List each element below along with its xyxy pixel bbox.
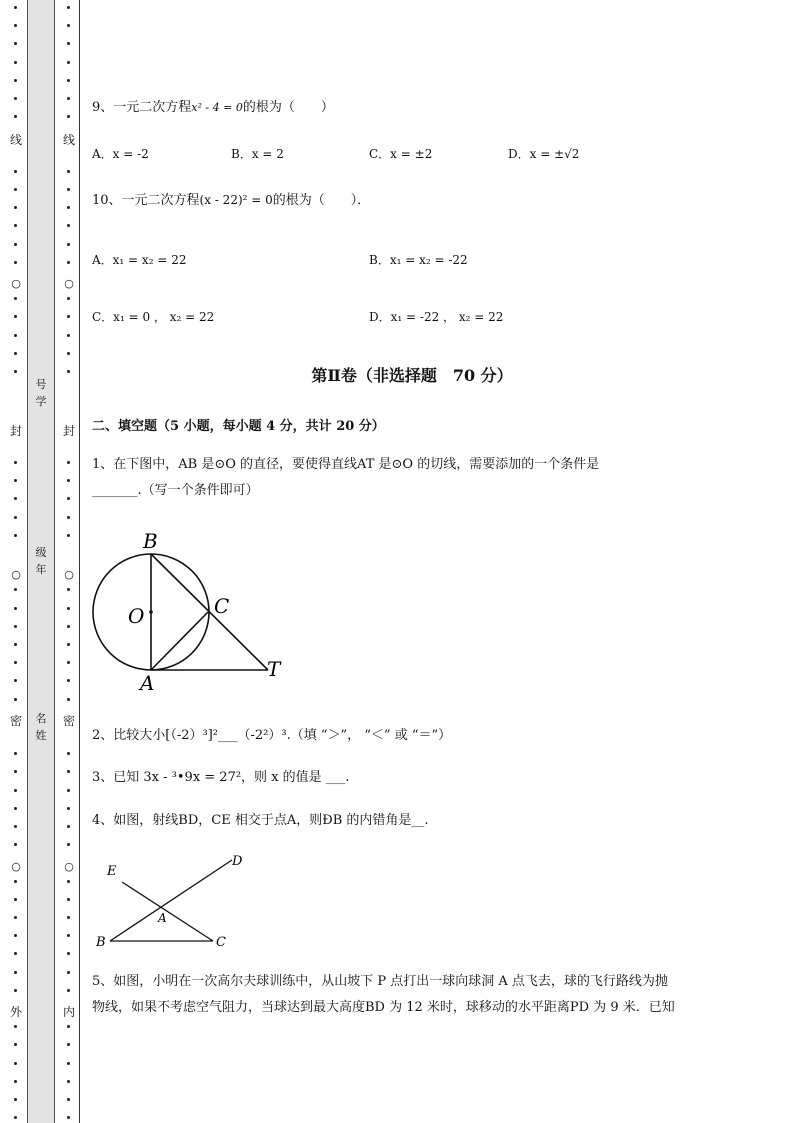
binding-dot [14,1080,17,1083]
binding-dot [14,315,17,318]
binding-dot [14,261,17,264]
binding-dot [14,224,17,227]
ray-ce [122,882,213,941]
fill-question-4: 4、如图，射线BD，CE 相交于点A，则ÐB 的内错角是__. [92,813,429,828]
fill-question-2: 2、比较大小[（-2）³]²___（-2²）³.（填 “＞”， “＜” 或 “＝”） [92,728,452,743]
binding-dot [14,188,17,191]
q9-option-d: D．x = ±√2 [508,147,580,161]
binding-dot [14,1025,17,1028]
binding-dot [14,789,17,792]
binding-dot [14,461,17,464]
binding-dot [67,1062,70,1065]
binding-dot [67,843,70,846]
binding-dot [14,170,17,173]
binding-dot [67,24,70,27]
binding-dot [67,1116,70,1119]
binding-dot [67,461,70,464]
q10-option-b: B．x₁ = x₂ = -22 [369,253,468,267]
binding-dot [67,224,70,227]
binding-dot [14,952,17,955]
binding-dot [14,625,17,628]
binding-dot [67,170,70,173]
q9-option-c: C．x = ±2 [369,147,433,161]
q10-option-c: C．x₁ = 0 ， x₂ = 22 [92,310,215,324]
binding-dot [14,42,17,45]
binding-dot [67,789,70,792]
binding-dot [67,79,70,82]
binding-dot [14,880,17,883]
circle-tangent-figure [92,528,292,698]
binding-dot [67,698,70,701]
binding-dot [14,752,17,755]
fill-question-3: 3、已知 3x - ³•9x = 27²，则 x 的值是 ___. [92,770,350,785]
binding-dot [67,1043,70,1046]
inner-mark-xian: 线 [62,133,75,147]
binding-dot [14,61,17,64]
label-a: A [140,671,155,695]
q9-option-a: A．x = -2 [92,147,149,161]
binding-dot [67,42,70,45]
binding-dot [14,6,17,9]
inner-mark-feng: 封 [62,424,75,438]
inner-mark-nei: 内 [62,1005,75,1019]
question-9-stem: 9、一元二次方程x² - 4 = 0的根为（ ） [92,100,334,115]
binding-dot [14,243,17,246]
binding-dot [14,115,17,118]
binding-dot [67,880,70,883]
segment-ac [151,612,208,670]
binding-dot [14,989,17,992]
binding-dot [67,643,70,646]
binding-rule [79,0,80,1123]
binding-dot [67,479,70,482]
binding-dot [14,643,17,646]
binding-dot [67,115,70,118]
outer-mark-mi: 密 [9,714,22,728]
q10-option-a: A．x₁ = x₂ = 22 [92,253,187,267]
binding-dot [14,698,17,701]
label-o: O [128,604,145,628]
binding-dot [14,971,17,974]
binding-dot [67,661,70,664]
binding-dot [67,952,70,955]
binding-dot [14,334,17,337]
outer-mark-wai: 外 [9,1005,22,1019]
binding-dot [14,24,17,27]
binding-dot [14,534,17,537]
label-e: E [107,864,117,879]
binding-dot [14,916,17,919]
binding-dot [67,497,70,500]
q10-equation: (x - 22)² = 0 [199,193,273,207]
grade-label: 级年 [35,546,47,576]
binding-dot [67,679,70,682]
inner-mark-circle: ○ [64,277,74,290]
binding-dot [14,1098,17,1101]
label-c: C [216,935,226,950]
outer-mark-xian: 线 [9,133,22,147]
fill-in-section-header: 二、填空题（5 小题，每小题 4 分，共计 20 分） [92,419,385,434]
binding-margin [0,0,82,1123]
label-b: B [96,935,106,950]
binding-dot [67,334,70,337]
binding-dot [14,607,17,610]
student-number-label: 号学 [35,378,47,408]
center-point [149,610,153,614]
binding-dot [67,61,70,64]
binding-dot [67,898,70,901]
binding-dot [67,770,70,773]
binding-dot [67,261,70,264]
fill-question-5-line1: 5、如图，小明在一次高尔夫球训练中，从山坡下 P 点打出一球向球洞 A 点飞去，球的飞行路线为抛 [92,974,668,989]
outer-mark-circle: ○ [11,568,21,581]
binding-dot [67,534,70,537]
inner-mark-mi: 密 [62,714,75,728]
binding-dot [14,679,17,682]
label-b: B [143,529,158,553]
part-2-title: 第Ⅱ卷（非选择题 70 分） [311,366,513,385]
binding-dot [67,1098,70,1101]
inner-dot-column [63,0,75,1123]
ray-bd [110,860,232,941]
question-10-stem: 10、一元二次方程(x - 22)² = 0的根为（ ）． [92,193,371,208]
binding-dot [67,1080,70,1083]
binding-dot [67,188,70,191]
binding-dot [14,588,17,591]
binding-dot [14,497,17,500]
fill-question-1-line2: _______.（写一个条件即可） [92,483,259,498]
binding-dot [14,770,17,773]
label-a: A [158,911,167,925]
binding-dot [14,370,17,373]
label-t: T [267,657,281,681]
binding-dot [14,516,17,519]
binding-dot [67,297,70,300]
binding-dot [67,971,70,974]
intersecting-rays-figure [92,850,262,950]
q9-equation: x² - 4 = 0 [191,101,243,114]
name-label: 名姓 [35,712,47,742]
binding-dot [14,825,17,828]
binding-dot [67,352,70,355]
binding-dot [67,1025,70,1028]
binding-dot [14,79,17,82]
binding-dot [14,206,17,209]
binding-dot [67,825,70,828]
binding-dot [14,1062,17,1065]
q9-option-b: B．x = 2 [231,147,284,161]
binding-dot [67,206,70,209]
binding-dot [67,607,70,610]
label-c: C [214,594,230,618]
binding-dot [14,97,17,100]
q10-option-d: D．x₁ = -22 ， x₂ = 22 [369,310,504,324]
binding-dot [67,752,70,755]
binding-dot [67,934,70,937]
outer-mark-circle: ○ [11,277,21,290]
binding-dot [14,898,17,901]
binding-dot [67,916,70,919]
binding-dot [67,516,70,519]
binding-dot [14,1043,17,1046]
binding-dot [67,588,70,591]
binding-dot [14,661,17,664]
label-d: D [232,854,243,869]
binding-dot [67,6,70,9]
binding-dot [14,352,17,355]
binding-dot [67,97,70,100]
fill-question-1-line1: 1、在下图中，AB 是⊙O 的直径，要使得直线AT 是⊙O 的切线，需要添加的一个条件是 [92,457,600,472]
binding-dot [67,315,70,318]
fill-question-5-line2: 物线，如果不考虑空气阻力，当球达到最大高度BD 为 12 米时，球移动的水平距离PD 为 9 米．已知 [92,1000,675,1015]
binding-dot [14,807,17,810]
inner-mark-circle: ○ [64,568,74,581]
binding-dot [14,297,17,300]
inner-mark-circle: ○ [64,860,74,873]
outer-mark-circle: ○ [11,860,21,873]
binding-dot [14,1116,17,1119]
binding-dot [14,479,17,482]
binding-dot [67,989,70,992]
binding-dot [67,243,70,246]
binding-dot [67,370,70,373]
binding-dot [67,625,70,628]
outer-dot-column [10,0,22,1123]
binding-dot [14,934,17,937]
binding-dot [14,843,17,846]
binding-dot [67,807,70,810]
outer-mark-feng: 封 [9,424,22,438]
